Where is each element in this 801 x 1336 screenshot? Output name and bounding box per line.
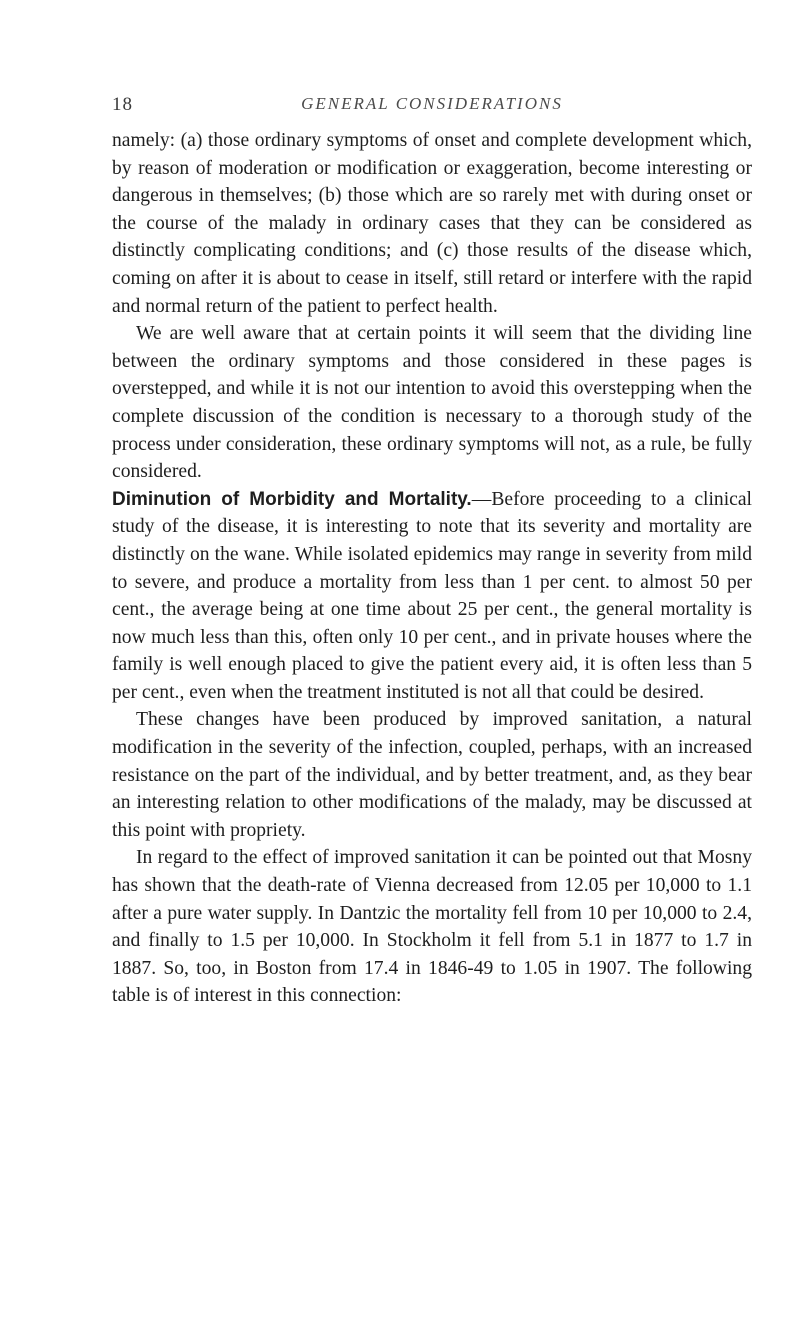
paragraph-classification: [112, 127, 752, 320]
paragraph-text: —Before proceeding to a clinical study of the disease, it is interesting to note that its severity and mortality are distinctly on the wane. While isolated epidemics may range in severity from mild to severe, and produce a mortality from less than 1 per cent. to almost 50 per cent., the average being at one time about 25 per cent., the general mortality is now much less than this, often only 10 per cent., and in private houses where the family is well enough placed to give the patient every aid, it is often less than 5 per cent., even when the treatment instituted is not all that could be desired.: [112, 488, 753, 703]
paragraph-dividing-line: [112, 320, 752, 486]
section-heading: Diminution of Morbidity and Mortality.: [112, 488, 472, 510]
paragraph-text: We are well aware that at certain points it will seem that the dividing line between the ordinary symptoms and those considered in these pages is overstepped, and while it is not our intention to avoid this overstepping when the complete discussion of the condition is necessary to a thorough study of the process under consideration, these ordinary symptoms will not, as a rule, be fully considered.: [112, 323, 752, 483]
paragraph-changes: [112, 706, 752, 844]
paragraph-diminution: [112, 486, 752, 707]
paragraph-text: These changes have been produced by improved sanitation, a natural modification in the severity of the infection, coupled, perhaps, with an increased resistance on the part of the individual, and by better treatment, and, as they bear an interesting relation to other modifications of the malady, may be discussed at this point with propriety.: [112, 709, 752, 841]
running-head: [112, 94, 752, 118]
page-number: 18: [112, 94, 133, 115]
body-text: [112, 127, 752, 1010]
paragraph-sanitation: [112, 844, 752, 1010]
running-title: GENERAL CONSIDERATIONS: [301, 94, 563, 113]
paragraph-text: In regard to the effect of improved sanitation it can be pointed out that Mosny has shown that the death-rate of Vienna decreased from 12.05 per 10,000 to 1.1 after a pure water supply. In Dantzic the mortality fell from 10 per 10,000 to 2.4, and finally to 1.5 per 10,000. In Stockholm it fell from 5.1 in 1877 to 1.7 in 1887. So, too, in Boston from 17.4 in 1846-49 to 1.05 in 1907. The following table is of interest in this connection:: [112, 847, 752, 1007]
paragraph-text: namely: (a) those ordinary symptoms of onset and complete development which, by reason of moderation or modification or exaggeration, become interesting or dangerous in themselves; (b) those which are so rarely met with during onset or the course of the malady in ordinary cases that they can be considered as distinctly complicating conditions; and (c) those results of the disease which, coming on after it is about to cease in itself, still retard or interfere with the rapid and normal return of the patient to perfect health.: [112, 130, 752, 317]
